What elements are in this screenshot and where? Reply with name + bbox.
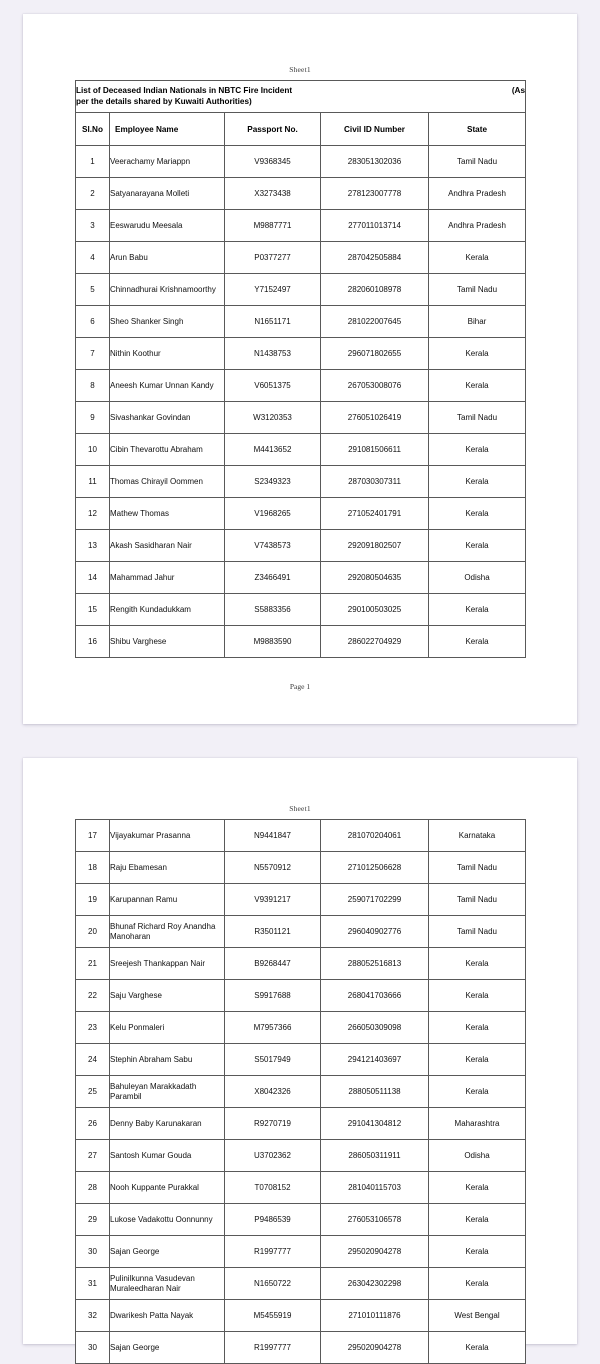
table-row [76,146,526,178]
cell-civil-id: 290100503025 [321,594,429,626]
table-row [76,1300,526,1332]
table-row [76,1140,526,1172]
table-row [76,338,526,370]
table-body-page-1 [76,146,526,658]
cell-slno: 20 [76,916,110,948]
cell-passport-no: S5017949 [225,1044,321,1076]
table-row [76,852,526,884]
cell-civil-id: 278123007778 [321,178,429,210]
table-title-trailing-text: (As [511,85,526,95]
cell-slno: 18 [76,852,110,884]
cell-civil-id: 295020904278 [321,1332,429,1364]
cell-civil-id: 271052401791 [321,498,429,530]
cell-state: Kerala [429,1236,526,1268]
cell-civil-id: 292080504635 [321,562,429,594]
cell-state: Kerala [429,626,526,658]
cell-passport-no: M4413652 [225,434,321,466]
cell-employee-name: Raju Ebamesan [110,852,225,884]
cell-passport-no: W3120353 [225,402,321,434]
table-row [76,1044,526,1076]
table-row [76,466,526,498]
cell-civil-id: 296040902776 [321,916,429,948]
cell-civil-id: 281022007645 [321,306,429,338]
cell-passport-no: S5883356 [225,594,321,626]
cell-slno: 7 [76,338,110,370]
table-row [76,210,526,242]
cell-civil-id: 288052516813 [321,948,429,980]
cell-civil-id: 271010111876 [321,1300,429,1332]
cell-state: Kerala [429,434,526,466]
table-row [76,498,526,530]
cell-employee-name: Chinnadhurai Krishnamoorthy [110,274,225,306]
table-row [76,562,526,594]
cell-state: Tamil Nadu [429,146,526,178]
cell-employee-name: Sajan George [110,1236,225,1268]
cell-state: Kerala [429,980,526,1012]
cell-employee-name: Bhunaf Richard Roy Anandha Manoharan [110,916,225,948]
cell-state: Kerala [429,242,526,274]
table-row [76,1204,526,1236]
cell-state: Bihar [429,306,526,338]
cell-civil-id: 296071802655 [321,338,429,370]
table-row [76,1076,526,1108]
cell-passport-no: X3273438 [225,178,321,210]
column-header-name: Employee Name [110,113,225,146]
cell-slno: 32 [76,1300,110,1332]
cell-employee-name: Vijayakumar Prasanna [110,820,225,852]
cell-passport-no: N1438753 [225,338,321,370]
cell-slno: 4 [76,242,110,274]
cell-passport-no: X8042326 [225,1076,321,1108]
cell-civil-id: 286022704929 [321,626,429,658]
deceased-list-table-page-1 [75,80,526,658]
cell-passport-no: N9441847 [225,820,321,852]
cell-passport-no: V9368345 [225,146,321,178]
cell-state: Kerala [429,530,526,562]
cell-employee-name: Eeswarudu Meesala [110,210,225,242]
cell-state: Andhra Pradesh [429,178,526,210]
table-wrapper-page-1 [75,80,525,658]
cell-state: Kerala [429,1332,526,1364]
cell-state: Kerala [429,1012,526,1044]
cell-passport-no: R3501121 [225,916,321,948]
cell-passport-no: M7957366 [225,1012,321,1044]
cell-state: Karnataka [429,820,526,852]
table-title-cell [76,81,526,113]
cell-passport-no: P9486539 [225,1204,321,1236]
cell-civil-id: 268041703666 [321,980,429,1012]
table-row [76,434,526,466]
deceased-list-table-page-2 [75,819,526,1364]
cell-slno: 1 [76,146,110,178]
cell-slno: 2 [76,178,110,210]
cell-employee-name: Arun Babu [110,242,225,274]
cell-slno: 25 [76,1076,110,1108]
cell-civil-id: 282060108978 [321,274,429,306]
sheet-label-page-2: Sheet1 [289,804,311,813]
cell-passport-no: V6051375 [225,370,321,402]
cell-passport-no: U3702362 [225,1140,321,1172]
table-row [76,306,526,338]
table-row [76,530,526,562]
cell-employee-name: Akash Sasidharan Nair [110,530,225,562]
table-row [76,1012,526,1044]
table-row [76,274,526,306]
cell-slno: 31 [76,1268,110,1300]
table-row [76,884,526,916]
cell-state: Kerala [429,338,526,370]
cell-passport-no: S9917688 [225,980,321,1012]
cell-employee-name: Nooh Kuppante Purakkal [110,1172,225,1204]
document-page-2 [23,758,577,1352]
table-row [76,242,526,274]
cell-civil-id: 287030307311 [321,466,429,498]
cell-passport-no: V7438573 [225,530,321,562]
cell-employee-name: Aneesh Kumar Unnan Kandy [110,370,225,402]
cell-state: Kerala [429,1044,526,1076]
document-page-1 [23,14,577,724]
table-wrapper-page-2 [75,819,525,1364]
cell-state: Kerala [429,948,526,980]
table-row [76,1332,526,1364]
cell-slno: 17 [76,820,110,852]
cell-passport-no: T0708152 [225,1172,321,1204]
cell-employee-name: Kelu Ponmaleri [110,1012,225,1044]
cell-slno: 5 [76,274,110,306]
cell-civil-id: 295020904278 [321,1236,429,1268]
table-title-line-1: List of Deceased Indian Nationals in NBTC Fire Incident [76,85,293,95]
cell-passport-no: M9883590 [225,626,321,658]
cell-civil-id: 292091802507 [321,530,429,562]
cell-passport-no: Z3466491 [225,562,321,594]
cell-slno: 6 [76,306,110,338]
cell-civil-id: 294121403697 [321,1044,429,1076]
cell-state: Kerala [429,1172,526,1204]
table-row [76,820,526,852]
cell-civil-id: 281070204061 [321,820,429,852]
cell-slno: 11 [76,466,110,498]
cell-state: Maharashtra [429,1108,526,1140]
column-header-state: State [429,113,526,146]
cell-state: Odisha [429,1140,526,1172]
cell-civil-id: 277011013714 [321,210,429,242]
cell-slno: 22 [76,980,110,1012]
cell-slno: 30 [76,1236,110,1268]
table-row [76,1108,526,1140]
cell-passport-no: N5570912 [225,852,321,884]
table-title-line-2: per the details shared by Kuwaiti Authorities) [76,96,252,106]
cell-passport-no: S2349323 [225,466,321,498]
table-body-page-2 [76,820,526,1364]
cell-slno: 28 [76,1172,110,1204]
table-row [76,1236,526,1268]
cell-slno: 24 [76,1044,110,1076]
cell-employee-name: Veerachamy Mariappn [110,146,225,178]
cell-state: Kerala [429,1076,526,1108]
table-row [76,626,526,658]
cell-employee-name: Cibin Thevarottu Abraham [110,434,225,466]
page-footer-page-1: Page 1 [289,682,311,691]
cell-slno: 26 [76,1108,110,1140]
cell-state: Kerala [429,466,526,498]
table-row [76,402,526,434]
cell-employee-name: Stephin Abraham Sabu [110,1044,225,1076]
cell-civil-id: 283051302036 [321,146,429,178]
table-row [76,1172,526,1204]
cell-civil-id: 291041304812 [321,1108,429,1140]
cell-state: Tamil Nadu [429,916,526,948]
cell-employee-name: Mahammad Jahur [110,562,225,594]
cell-passport-no: V1968265 [225,498,321,530]
cell-employee-name: Sheo Shanker Singh [110,306,225,338]
cell-passport-no: B9268447 [225,948,321,980]
cell-state: Tamil Nadu [429,852,526,884]
cell-employee-name: Rengith Kundadukkam [110,594,225,626]
column-header-slno: Sl.No [76,113,110,146]
cell-civil-id: 267053008076 [321,370,429,402]
cell-employee-name: Thomas Chirayil Oommen [110,466,225,498]
cell-slno: 29 [76,1204,110,1236]
cell-state: Odisha [429,562,526,594]
table-row [76,980,526,1012]
cell-civil-id: 271012506628 [321,852,429,884]
cell-state: Tamil Nadu [429,274,526,306]
cell-employee-name: Shibu Varghese [110,626,225,658]
table-row [76,948,526,980]
cell-civil-id: 281040115703 [321,1172,429,1204]
table-row [76,594,526,626]
cell-employee-name: Sreejesh Thankappan Nair [110,948,225,980]
cell-passport-no: N1651171 [225,306,321,338]
column-header-passport: Passport No. [225,113,321,146]
cell-employee-name: Bahuleyan Marakkadath Parambil [110,1076,225,1108]
table-row [76,916,526,948]
cell-civil-id: 276053106578 [321,1204,429,1236]
cell-passport-no: R1997777 [225,1332,321,1364]
cell-state: Kerala [429,1204,526,1236]
cell-employee-name: Santosh Kumar Gouda [110,1140,225,1172]
sheet-label-page-1: Sheet1 [289,65,311,74]
cell-state: Kerala [429,594,526,626]
cell-employee-name: Karupannan Ramu [110,884,225,916]
table-row [76,370,526,402]
cell-employee-name: Mathew Thomas [110,498,225,530]
cell-slno: 8 [76,370,110,402]
cell-passport-no: N1650722 [225,1268,321,1300]
cell-slno: 10 [76,434,110,466]
cell-employee-name: Satyanarayana Molleti [110,178,225,210]
cell-slno: 23 [76,1012,110,1044]
cell-employee-name: Saju Varghese [110,980,225,1012]
cell-employee-name: Lukose Vadakottu Oonnunny [110,1204,225,1236]
cell-civil-id: 266050309098 [321,1012,429,1044]
cell-employee-name: Sajan George [110,1332,225,1364]
cell-slno: 16 [76,626,110,658]
cell-slno: 9 [76,402,110,434]
cell-civil-id: 263042302298 [321,1268,429,1300]
cell-slno: 27 [76,1140,110,1172]
cell-employee-name: Dwarikesh Patta Nayak [110,1300,225,1332]
table-row [76,178,526,210]
cell-civil-id: 286050311911 [321,1140,429,1172]
cell-state: Kerala [429,498,526,530]
cell-slno: 30 [76,1332,110,1364]
cell-employee-name: Denny Baby Karunakaran [110,1108,225,1140]
table-title-row [76,81,526,113]
cell-civil-id: 287042505884 [321,242,429,274]
cell-slno: 14 [76,562,110,594]
cell-passport-no: R9270719 [225,1108,321,1140]
cell-passport-no: Y7152497 [225,274,321,306]
cell-slno: 19 [76,884,110,916]
table-header-row-page-1 [76,113,526,146]
cell-slno: 15 [76,594,110,626]
cell-employee-name: Nithin Koothur [110,338,225,370]
cell-slno: 3 [76,210,110,242]
cell-state: Andhra Pradesh [429,210,526,242]
cell-civil-id: 276051026419 [321,402,429,434]
cell-passport-no: P0377277 [225,242,321,274]
cell-slno: 12 [76,498,110,530]
cell-employee-name: Pulinilkunna Vasudevan Muraleedharan Nair [110,1268,225,1300]
cell-state: Tamil Nadu [429,402,526,434]
cell-passport-no: M5455919 [225,1300,321,1332]
cell-state: West Bengal [429,1300,526,1332]
cell-state: Kerala [429,370,526,402]
cell-state: Tamil Nadu [429,884,526,916]
cell-employee-name: Sivashankar Govindan [110,402,225,434]
cell-passport-no: M9887771 [225,210,321,242]
cell-civil-id: 291081506611 [321,434,429,466]
cell-passport-no: V9391217 [225,884,321,916]
cell-civil-id: 288050511138 [321,1076,429,1108]
cell-civil-id: 259071702299 [321,884,429,916]
cell-slno: 13 [76,530,110,562]
cell-state: Kerala [429,1268,526,1300]
table-row [76,1268,526,1300]
column-header-civil-id: Civil ID Number [321,113,429,146]
table-title-text [76,86,292,108]
cell-slno: 21 [76,948,110,980]
cell-passport-no: R1997777 [225,1236,321,1268]
